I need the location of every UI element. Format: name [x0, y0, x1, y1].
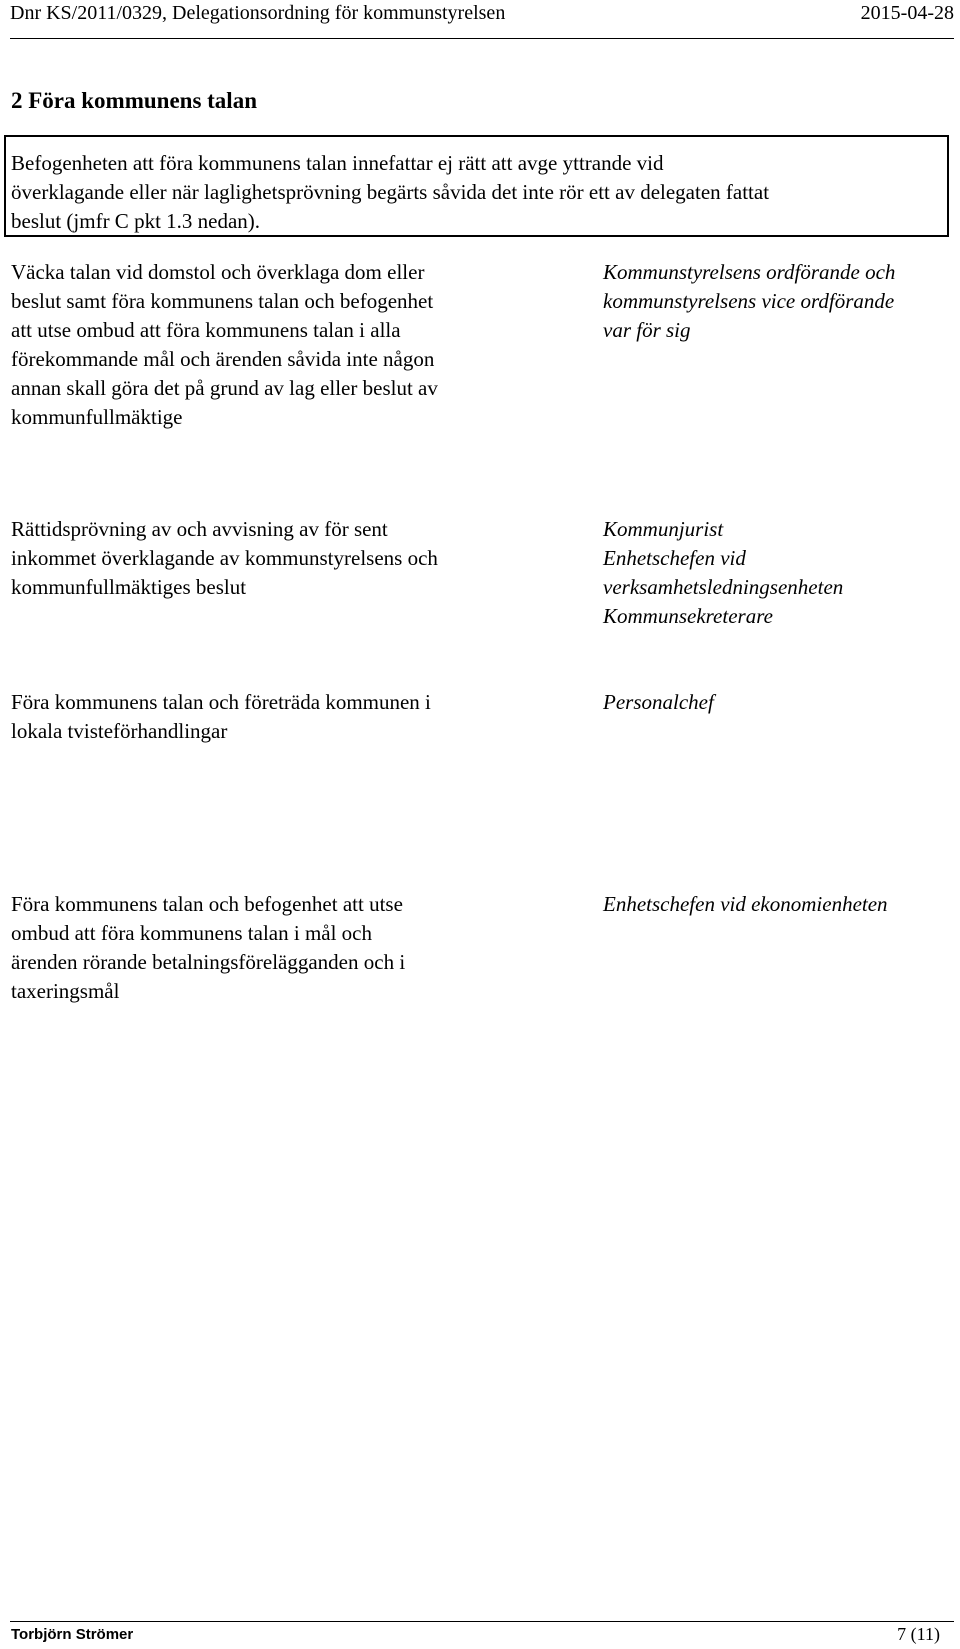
task-line: ärenden rörande betalningsförelägganden och i: [11, 950, 406, 974]
delegate-line: Personalchef: [603, 690, 714, 714]
document-date: 2015-04-28: [860, 2, 954, 24]
delegation-task: [11, 890, 551, 1006]
page-number: 7 (11): [897, 1624, 940, 1644]
task-line: ombud att föra kommunens talan i mål och: [11, 921, 372, 945]
delegate: [603, 890, 958, 919]
task-line: förekommande mål och ärenden såvida inte någon: [11, 347, 435, 371]
task-line: inkommet överklagande av kommunstyrelsens och: [11, 546, 438, 570]
delegate: [603, 258, 958, 345]
delegation-task: [11, 688, 551, 746]
intro-line: överklagande eller när laglighetsprövning begärts såvida det inte rör ett av delegaten fattat: [11, 180, 770, 204]
task-line: Väcka talan vid domstol och överklaga dom eller: [11, 260, 425, 284]
document-reference: Dnr KS/2011/0329, Delegationsordning för kommunstyrelsen: [10, 2, 506, 24]
delegate: [603, 515, 958, 631]
task-line: kommunfullmäktiges beslut: [11, 575, 247, 599]
delegation-task: [11, 258, 551, 432]
delegate-line: Kommunstyrelsens ordförande och: [603, 260, 896, 284]
delegate-line: Kommunsekreterare: [603, 604, 773, 628]
delegate-line: Enhetschefen vid: [603, 546, 746, 570]
intro-line: beslut (jmfr C pkt 1.3 nedan).: [11, 209, 261, 233]
task-line: Rättidsprövning av och avvisning av för sent: [11, 517, 388, 541]
footer-author: Torbjörn Strömer: [11, 1626, 134, 1643]
task-line: att utse ombud att föra kommunens talan i alla: [11, 318, 401, 342]
header-rule: [10, 38, 954, 39]
delegation-task: [11, 515, 551, 602]
delegate-line: kommunstyrelsens vice ordförande: [603, 289, 895, 313]
task-line: beslut samt föra kommunens talan och befogenhet: [11, 289, 434, 313]
page-header: [10, 0, 954, 28]
delegate-line: verksamhetsledningsenheten: [603, 575, 844, 599]
delegate-line: Kommunjurist: [603, 517, 724, 541]
intro-line: Befogenheten att föra kommunens talan innefattar ej rätt att avge yttrande vid: [11, 151, 664, 175]
delegate: [603, 688, 958, 717]
task-line: Föra kommunens talan och befogenhet att utse: [11, 892, 403, 916]
delegate-line: Enhetschefen vid ekonomienheten: [603, 892, 888, 916]
task-line: kommunfullmäktige: [11, 405, 183, 429]
delegate-line: var för sig: [603, 318, 691, 342]
task-line: lokala tvisteförhandlingar: [11, 719, 228, 743]
section-title: 2 Föra kommunens talan: [11, 88, 257, 113]
task-line: annan skall göra det på grund av lag eller beslut av: [11, 376, 438, 400]
intro-text: [11, 149, 931, 236]
task-line: taxeringsmål: [11, 979, 120, 1003]
footer-rule: [10, 1621, 954, 1622]
task-line: Föra kommunens talan och företräda kommunen i: [11, 690, 431, 714]
